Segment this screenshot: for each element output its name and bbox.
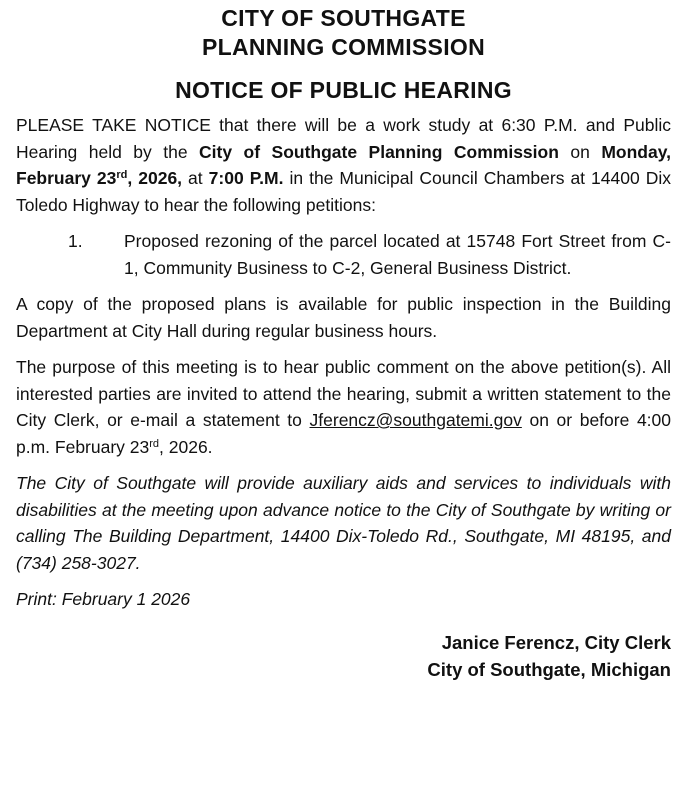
print-date: Print: February 1 2026 (16, 589, 191, 609)
intro-paragraph (16, 112, 671, 218)
hearing-date: Monday, February 23rd, 2026, (16, 141, 671, 188)
purpose-paragraph (16, 354, 671, 460)
hearing-time: 7:00 P.M. (208, 168, 284, 188)
purpose-text-1: The purpose of this meeting is to hear public comment on the above petition(s). All interested parties are invited to attend the hearing, submit a written statement to the City Clerk, or e-mail a statement to (16, 357, 671, 430)
copy-paragraph: A copy of the proposed plans is available for public inspection in the Building Department at City Hall during regular business hours. (16, 294, 671, 341)
header-city: CITY OF SOUTHGATE (221, 5, 466, 31)
signature-name: Janice Ferencz, City Clerk (441, 631, 671, 653)
email-link[interactable]: Jferencz@southgatemi.gov (309, 410, 522, 430)
accessibility-paragraph: The City of Southgate will provide auxiliary aids and services to individuals with disabilities at the meeting upon advance notice to the City of Southgate by writing or calling The Building Department, 14400 Dix-Toledo Rd., Southgate, MI 48195, and (734) 258-3027. (16, 473, 671, 573)
signature-org: City of Southgate, Michigan (427, 658, 671, 680)
intro-text-4: in the Municipal Council Chambers at 14400 Dix Toledo Highway to hear the following petitions: (16, 168, 672, 215)
intro-text-3: at (182, 168, 209, 188)
petition-text: Proposed rezoning of the parcel located at 15748 Fort Street from C-1, Community Business to C-2, General Business District. (124, 231, 671, 278)
purpose-date-sup: rd (149, 437, 160, 450)
commission-name: City of Southgate Planning Commission (199, 141, 559, 162)
purpose-text-2: on or before 4:00 p.m. February 23 (16, 410, 672, 457)
header-commission: PLANNING COMMISSION (202, 34, 485, 60)
signature-block (16, 629, 671, 683)
notice-title: NOTICE OF PUBLIC HEARING (175, 77, 512, 103)
purpose-text-3: , 2026. (159, 436, 213, 457)
intro-text-2: on (558, 141, 602, 162)
petition-item (16, 228, 671, 281)
petition-number: 1. (68, 231, 83, 251)
intro-text-1: PLEASE TAKE NOTICE that there will be a work study at 6:30 P.M. and Public Hearing held by the (16, 115, 671, 162)
